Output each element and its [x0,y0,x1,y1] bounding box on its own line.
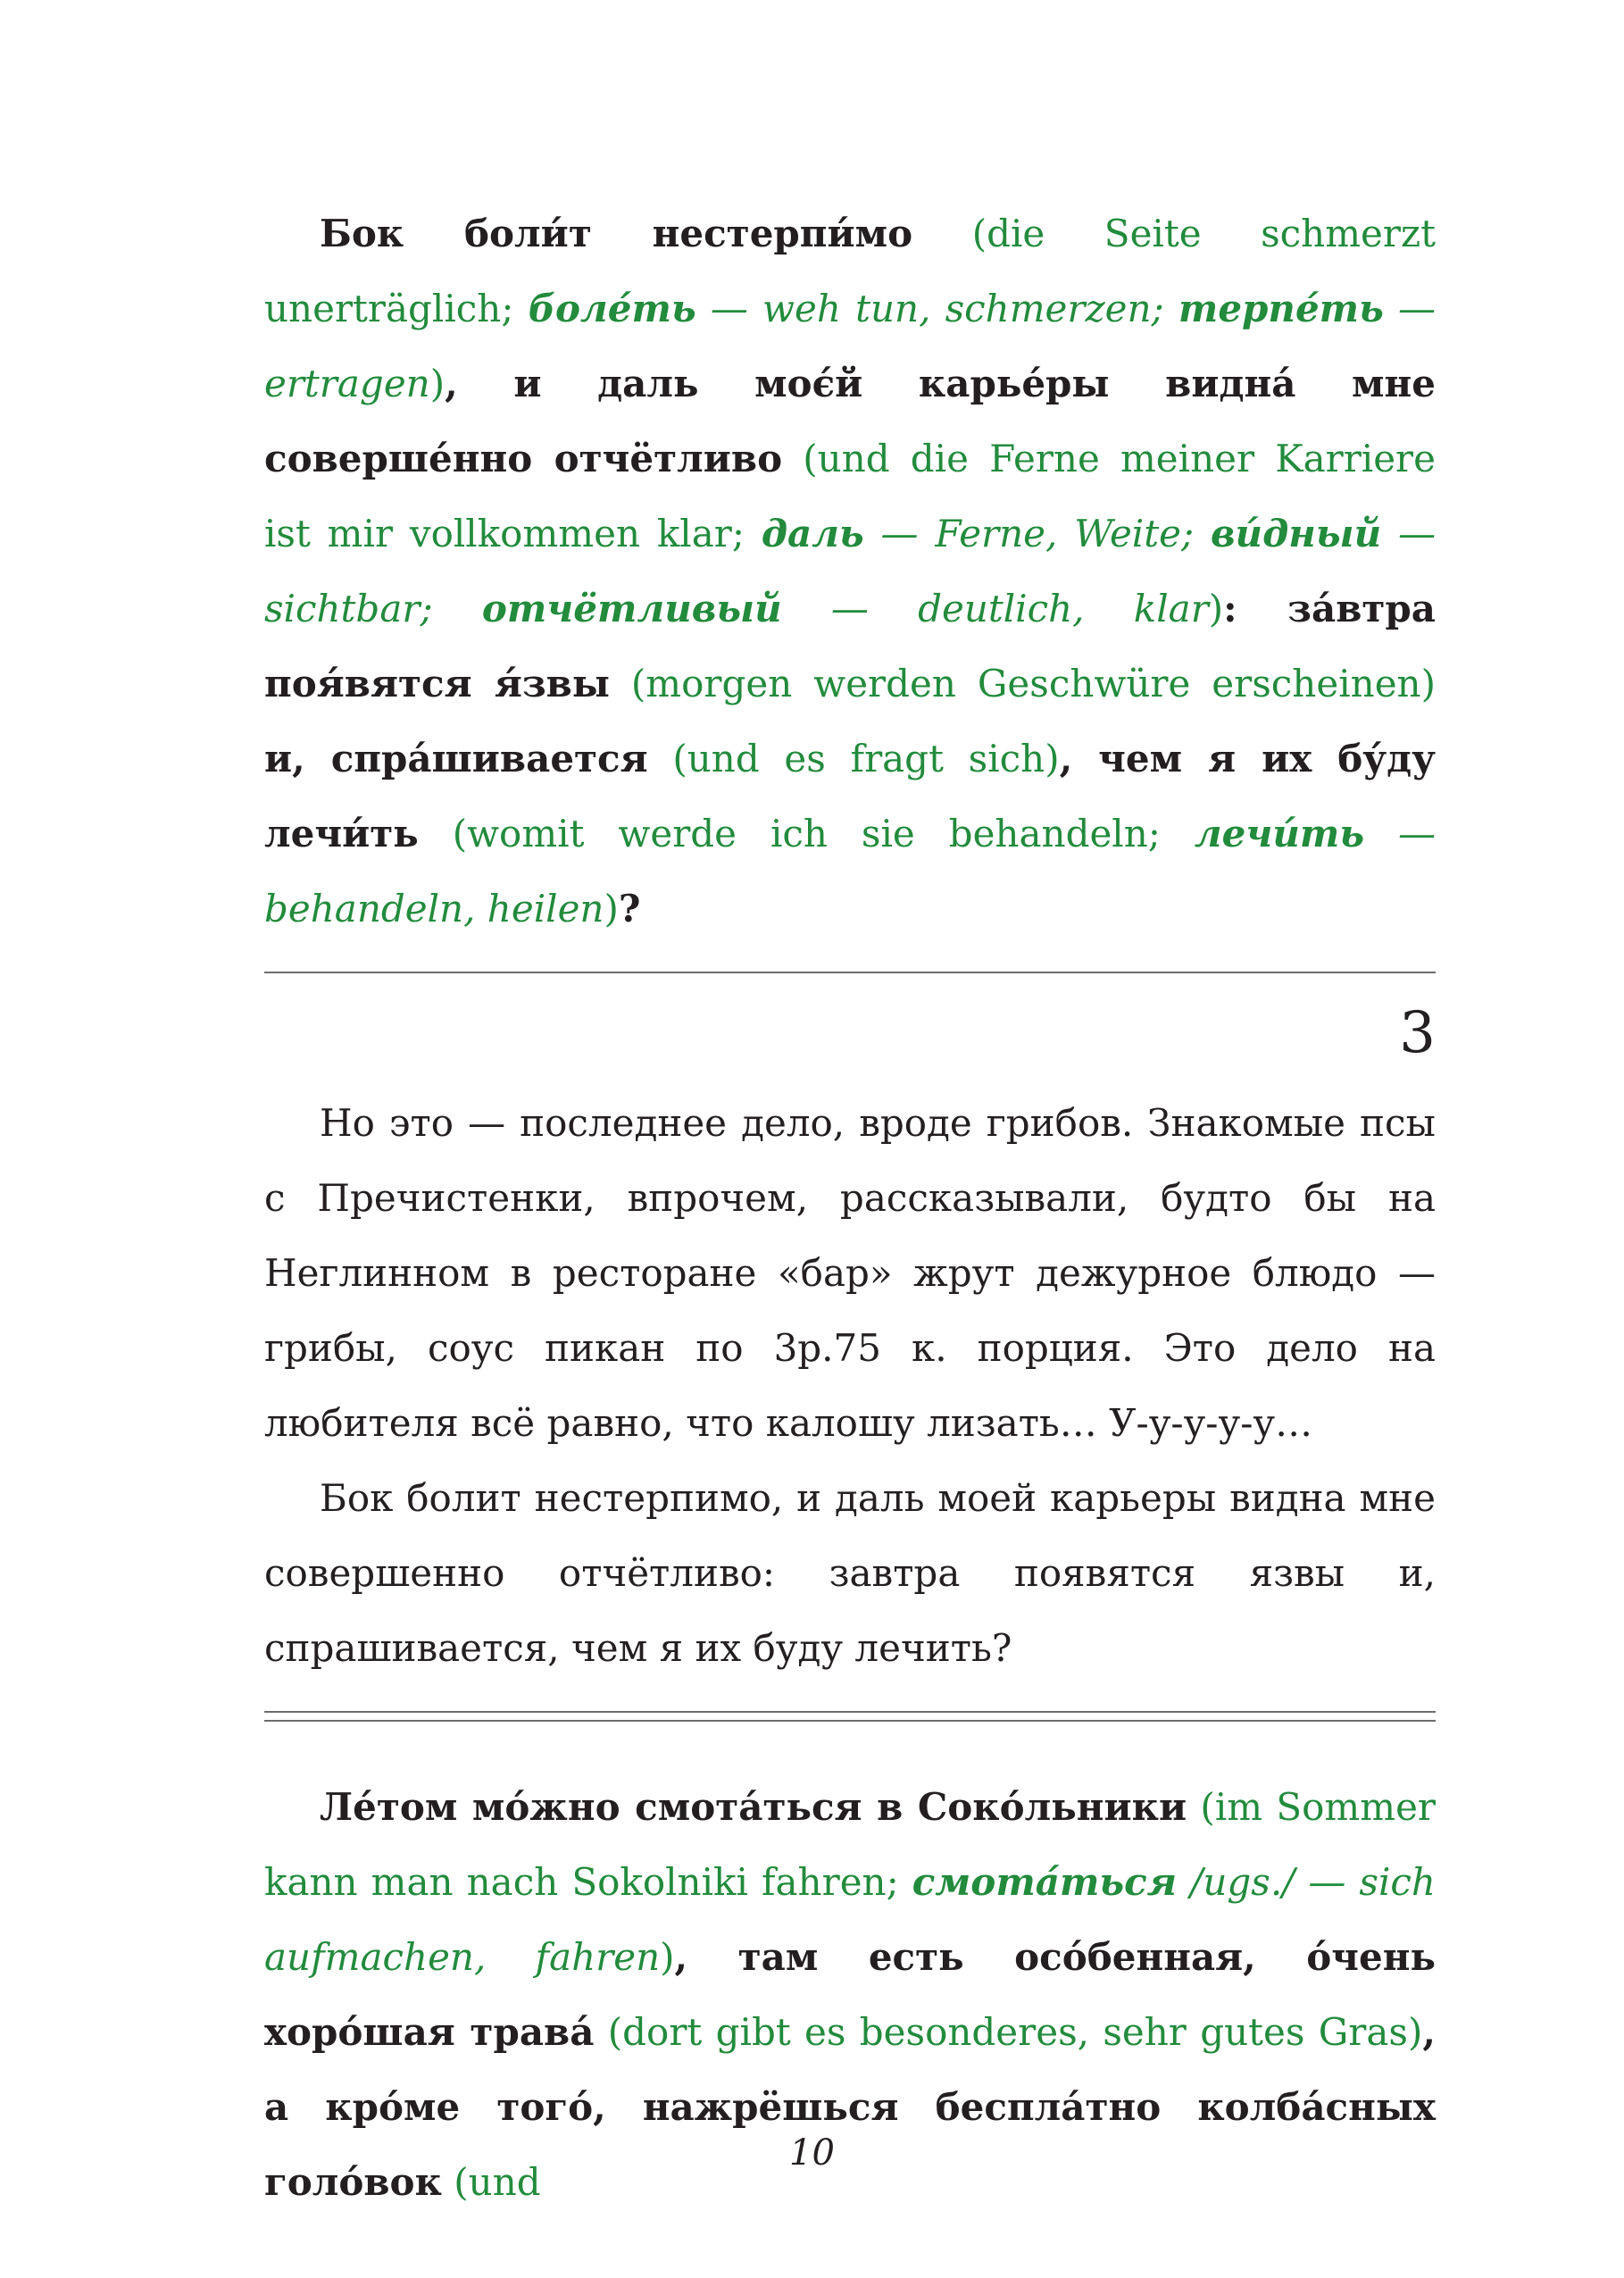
russian-text: Бок боли́т нестерпи́мо [320,212,913,255]
russian-text: Ле́том мо́жно смота́ться в Соко́льники [320,1785,1187,1829]
german-gloss: (und es fragt sich) [647,737,1060,780]
german-gloss: ) [660,1935,675,1979]
german-gloss: (und die Ferne meiner Karriere ist mir vollkommen klar; [264,437,1436,555]
russian-term: терпе́ть [1178,287,1384,330]
german-gloss: ) [429,362,446,405]
german-gloss-italic: /ugs./ — sich aufmachen, fahren [264,1860,1436,1979]
german-gloss: (dort gibt es besonderes, sehr gutes Gras) [594,2010,1423,2054]
russian-text: , чем я их бу́ду лечи́ть [264,737,1437,855]
russian-paragraph-2: Бок болит нестерпимо, и даль моей карьеры видна мне совершенно отчётливо: завтра появятся язвы и, спрашивается, чем я их буду лечить? [264,1476,1436,1670]
russian-term: боле́ть [528,287,696,330]
page-content [264,196,1436,2220]
german-gloss-italic: — ertragen [264,287,1437,405]
german-gloss: ) [1208,587,1224,630]
bilingual-paragraph-1 [264,196,1436,947]
russian-text: и, спра́шивается [264,737,648,780]
german-gloss: (und [441,2160,541,2204]
german-gloss-italic: — weh tun, schmerzen; [695,287,1178,330]
german-gloss: (im Sommer kann man nach Sokolniki fahren; [264,1785,1436,1904]
german-gloss: (womit werde ich sie behandeln; [418,812,1195,855]
russian-text: : за́втра поя́вятся я́звы [264,587,1436,705]
german-gloss: (morgen werden Geschwüre erscheinen) [609,662,1436,705]
german-gloss: ) [604,887,619,930]
page-number: 10 [789,2132,835,2174]
russian-paragraph-1: Но это — последнее дело, вроде грибов. Знакомые псы с Пречистенки, впрочем, рассказывали, будто бы на Неглинном в ресторане «бар» жрут дежурное блюдо — грибы, соус пикан по 3р.75 к. порция. Это дело на любителя всё равно, что калошу лизать… У-у-у-у-у… [264,1101,1436,1445]
german-gloss: (die Seite schmerzt unerträglich; [264,212,1436,330]
chapter-number: 3 [1399,1000,1436,1066]
german-gloss-italic: — sichtbar; [264,512,1436,630]
russian-text: , там есть осо́бенная, о́чень хоро́шая трава́ [264,1935,1436,2054]
russian-text: , а кро́ме того́, нажрёшься беспла́тно колба́сных голо́вок [264,2010,1436,2204]
russian-term: лечи́ть [1194,812,1365,855]
russian-term: даль [761,512,864,555]
german-gloss-italic: — behandeln, heilen [264,812,1437,930]
russian-term: ви́дный [1210,512,1382,555]
section-divider [264,972,1436,973]
german-gloss-italic: — Ferne, Weite; [863,512,1211,555]
russian-text: , и даль моє́й карье́ры видна́ мне соверше́нно отчётливо [264,362,1436,480]
russian-term: смота́ться [912,1860,1178,1904]
double-divider [264,1711,1436,1722]
russian-term: отчётливый [481,587,782,630]
german-gloss-italic: — deutlich, klar [781,587,1209,630]
russian-text: ? [618,887,641,930]
